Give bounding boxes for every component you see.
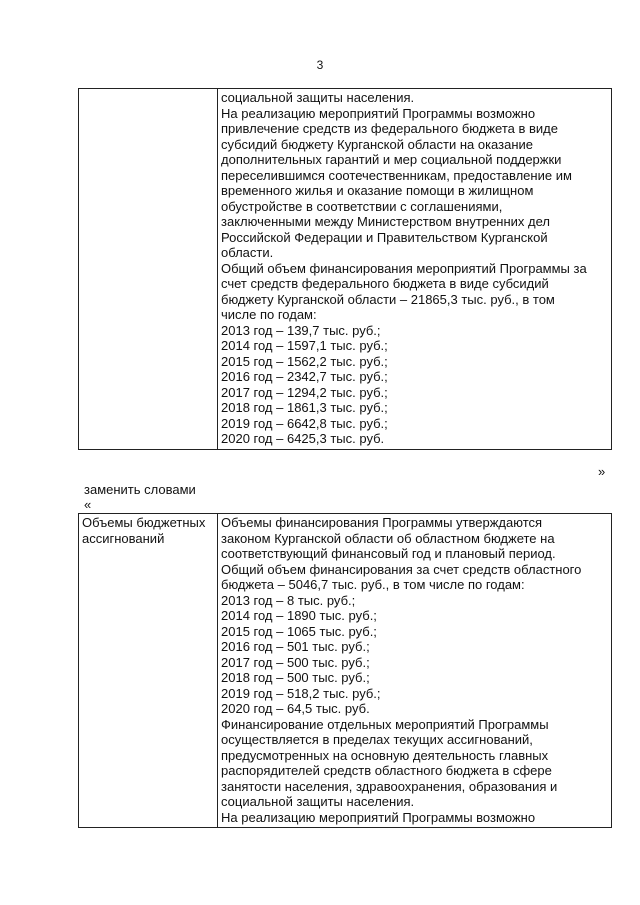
table-right-cell bbox=[218, 89, 612, 450]
text-line: социальной защиты населения. bbox=[221, 794, 415, 809]
text-line: социальной защиты населения. bbox=[221, 90, 415, 105]
year-line: 2013 год – 139,7 тыс. руб.; bbox=[221, 322, 381, 338]
text-line: субсидий бюджету Курганской области на оказание bbox=[221, 136, 533, 152]
text-line: На реализацию мероприятий Программы возможно bbox=[221, 809, 536, 825]
year-line: 2017 год – 1294,2 тыс. руб.; bbox=[221, 384, 388, 400]
year-line: 2016 год – 2342,7 тыс. руб.; bbox=[221, 369, 388, 384]
text-line: области. bbox=[221, 245, 274, 260]
text-line: бюджета – 5046,7 тыс. руб., в том числе по годам: bbox=[221, 577, 525, 592]
table-left-cell bbox=[79, 514, 218, 828]
text-line: Общий объем финансирования за счет средств областного bbox=[221, 561, 582, 577]
text-line: законом Курганской области об областном бюджете на bbox=[221, 530, 555, 546]
year-line: 2015 год – 1065 тыс. руб.; bbox=[221, 623, 377, 639]
text-line: бюджету Курганской области – 21865,3 тыс. руб., в том bbox=[221, 291, 555, 307]
budget-table-previous bbox=[78, 88, 612, 450]
text-line: Российской Федерации и Правительством Курганской bbox=[221, 229, 548, 245]
year-line: 2015 год – 1562,2 тыс. руб.; bbox=[221, 353, 388, 369]
table-row bbox=[79, 89, 612, 450]
text-line: счет средств федерального бюджета в виде субсидий bbox=[221, 276, 549, 291]
year-line: 2016 год – 501 тыс. руб.; bbox=[221, 639, 370, 654]
page-number: 3 bbox=[316, 58, 324, 72]
text-line: предусмотренных на основную деятельность главных bbox=[221, 747, 549, 763]
table-left-cell bbox=[79, 89, 218, 450]
year-line: 2014 год – 1597,1 тыс. руб.; bbox=[221, 338, 388, 353]
text-line: числе по годам: bbox=[221, 307, 317, 322]
closing-quote: » bbox=[598, 464, 606, 479]
text-line: занятости населения, здравоохранения, образования и bbox=[221, 778, 558, 794]
text-line: Финансирование отдельных мероприятий Программы bbox=[221, 716, 549, 732]
text-line: временного жилья и оказание помощи в жилищном bbox=[221, 183, 534, 198]
year-line: 2018 год – 1861,3 тыс. руб.; bbox=[221, 400, 388, 415]
year-line: 2020 год – 64,5 тыс. руб. bbox=[221, 701, 370, 716]
year-line: 2014 год – 1890 тыс. руб.; bbox=[221, 608, 377, 623]
text-line: Объемы финансирования Программы утверждаются bbox=[221, 515, 543, 530]
year-line: 2019 год – 518,2 тыс. руб.; bbox=[221, 685, 381, 701]
year-line: 2017 год – 500 тыс. руб.; bbox=[221, 654, 370, 670]
replace-instruction: заменить словами bbox=[84, 482, 196, 497]
opening-quote: « bbox=[84, 497, 92, 512]
year-line: 2018 год – 500 тыс. руб.; bbox=[221, 670, 370, 685]
row-heading-line: ассигнований bbox=[82, 530, 165, 546]
text-line: осуществляется в пределах текущих ассигнований, bbox=[221, 732, 533, 747]
table-right-cell bbox=[218, 514, 612, 828]
table-row bbox=[79, 514, 612, 828]
text-line: дополнительных гарантий и мер социальной поддержки bbox=[221, 152, 562, 167]
year-line: 2020 год – 6425,3 тыс. руб. bbox=[221, 431, 385, 446]
text-line: привлечение средств из федерального бюджета в виде bbox=[221, 121, 558, 136]
year-line: 2013 год – 8 тыс. руб.; bbox=[221, 592, 356, 608]
row-heading-line: Объемы бюджетных bbox=[82, 515, 206, 530]
text-line: обустройстве в соответствии с соглашениями, bbox=[221, 198, 503, 214]
budget-table-new bbox=[78, 513, 612, 828]
text-line: соответствующий финансовый год и плановый период. bbox=[221, 546, 556, 561]
year-line: 2019 год – 6642,8 тыс. руб.; bbox=[221, 415, 388, 431]
text-line: переселившимся соотечественникам, предоставление им bbox=[221, 167, 572, 183]
text-line: заключенными между Министерством внутренних дел bbox=[221, 214, 550, 229]
text-line: На реализацию мероприятий Программы возможно bbox=[221, 105, 536, 121]
text-line: Общий объем финансирования мероприятий Программы за bbox=[221, 260, 587, 276]
text-line: распорядителей средств областного бюджета в сфере bbox=[221, 763, 552, 778]
